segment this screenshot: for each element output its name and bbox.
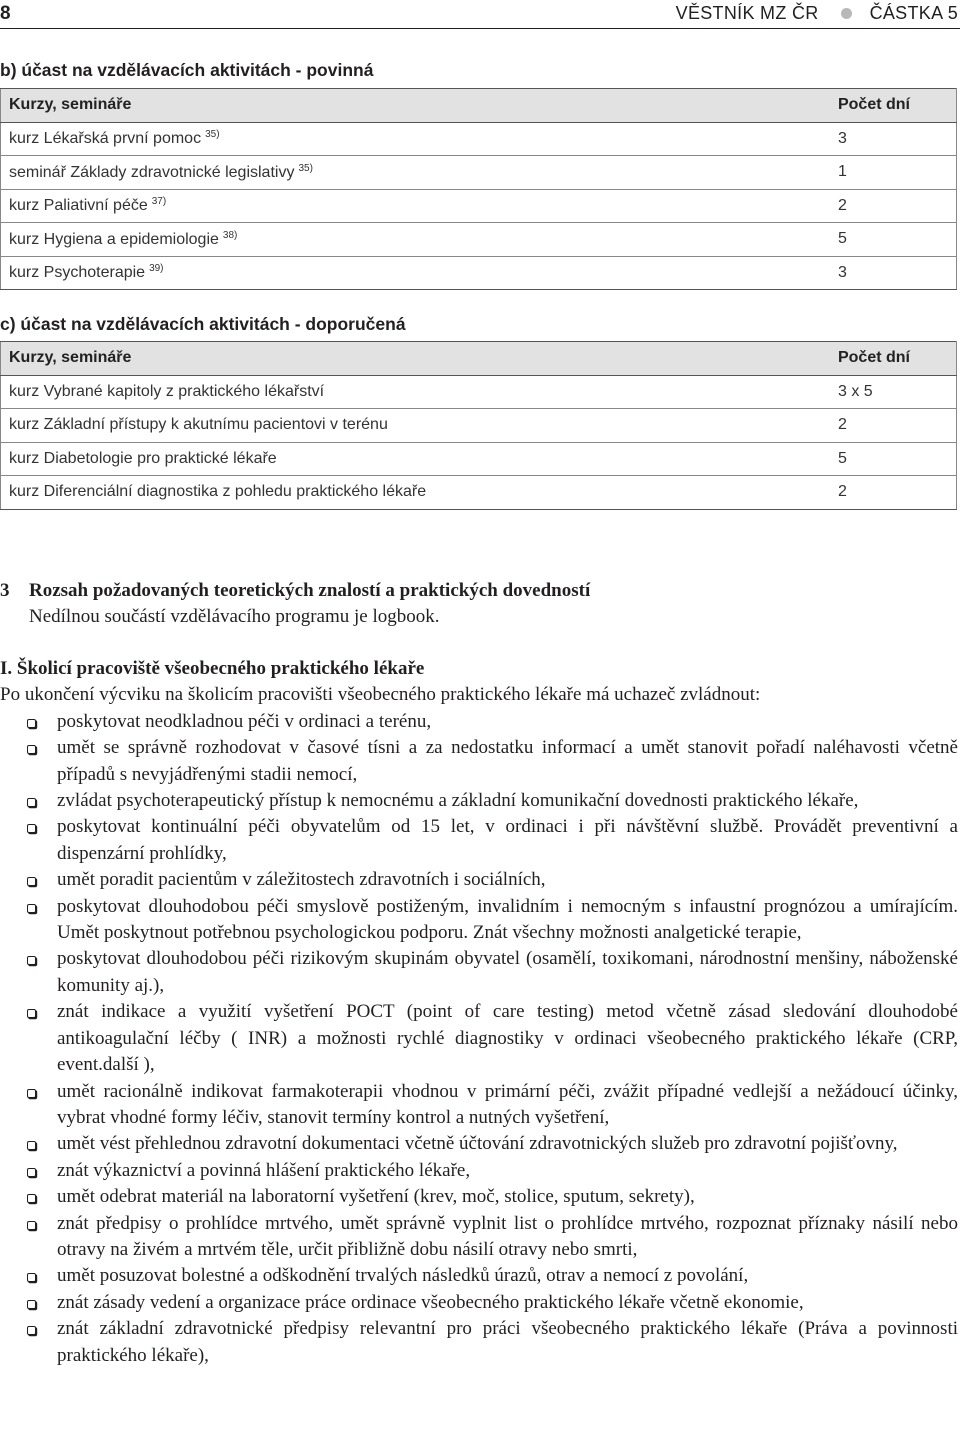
list-item [0,867,958,893]
list-item-text: umět posuzovat bolestné a odškodnění trvalých následků úrazů, otrav a nemocí z povolání, [57,1265,749,1287]
column-header-days: Počet dní [838,89,957,123]
list-item [0,999,958,1078]
course-days: 5 [838,223,957,257]
table-header-row [1,89,957,123]
list-item [0,1131,958,1157]
table-row [1,122,957,156]
list-item-text: poskytovat dlouhodobou péči rizikovým skupinám obyvatel (osamělí, toxikomani, národnostní menšiny, náboženské komunity aj.), [57,948,958,996]
footnote-ref: 38) [222,229,238,241]
checkbox-bullet-icon [27,1300,36,1309]
checkbox-bullet-icon [27,824,36,833]
checkbox-bullet-icon [27,798,36,807]
running-title [676,3,958,24]
list-item [0,1211,958,1264]
list-item-text: umět se správně rozhodovat v časové tísni a za nedostatku informací a umět stanovit pořadí naléhavosti včetně případů s nevyjádřenými stadii nemocí, [57,737,958,785]
table-row [1,156,957,190]
section-I-intro: Po ukončení výcviku na školicím pracovišti všeobecného praktického lékaře má uchazeč zvládnout: [0,684,761,706]
list-item-text: poskytovat kontinuální péči obyvatelům od 15 let, v ordinaci i při návštěvní službě. Provádět preventivní a dispenzární prohlídky, [57,816,958,864]
checkbox-bullet-icon [27,1141,36,1150]
course-days: 2 [838,189,957,223]
section-number: 3 [0,580,10,601]
section-3 [0,578,590,630]
section-3-title: Rozsah požadovaných teoretických znalostí a praktických dovedností [29,580,591,601]
table-header-row [1,342,957,376]
list-item [0,1184,958,1210]
checkbox-bullet-icon [27,745,36,754]
list-item [0,788,958,814]
journal-name: VĚSTNÍK MZ ČR [675,3,819,23]
checkbox-bullet-icon [27,904,36,913]
list-item [0,814,958,867]
skills-list [0,709,958,1369]
list-item-text: umět poradit pacientům v záležitostech zdravotních i sociálních, [57,869,546,891]
list-item [0,894,958,947]
list-item [0,735,958,788]
course-name: kurz Diabetologie pro praktické lékaře [1,442,838,476]
column-header-days: Počet dní [838,342,957,376]
table-row [1,409,957,443]
footnote-ref: 37) [151,196,167,208]
checkbox-bullet-icon [27,1168,36,1177]
table-row [1,442,957,476]
list-item [0,1079,958,1132]
checkbox-bullet-icon [27,1194,36,1203]
course-name: kurz Základní přístupy k akutnímu pacientovi v terénu [1,409,838,443]
course-name: kurz Lékařská první pomoc $^{35)}$ [1,122,838,156]
column-header-courses: Kurzy, semináře [1,89,838,123]
list-item-text: znát předpisy o prohlídce mrtvého, umět správně vyplnit list o prohlídce mrtvého, rozpoznat příznaky násilí nebo otravy na živém a mrtvém těle, určit přibližně dobu násilí otravy nebo smrti, [57,1212,958,1260]
course-name: kurz Diferenciální diagnostika z pohledu praktického lékaře [1,476,838,510]
course-days: 2 [838,476,957,510]
page-header [0,0,960,29]
course-name: kurz Vybrané kapitoly z praktického lékařství [1,375,838,409]
course-name: kurz Psychoterapie $^{39)}$ [1,256,838,290]
section-c-title: c) účast na vzdělávacích aktivitách - doporučená [0,314,406,334]
list-item [0,1158,958,1184]
list-item-text: znát výkaznictví a povinná hlášení praktického lékaře, [57,1159,471,1181]
course-days: 5 [838,442,957,476]
list-item-text: poskytovat dlouhodobou péči smyslově postiženým, invalidním i nemocným s infaustní prognózou a umírajícím. Umět poskytnout potřebnou psychologickou podporu. Znát všechny možnosti analgetické terapie, [57,895,958,944]
page-number: 8 [0,3,11,24]
list-item-text: znát zásady vedení a organizace práce ordinace všeobecného praktického lékaře včetně ekonomie, [57,1291,804,1313]
checkbox-bullet-icon [27,877,36,886]
list-item [0,946,958,999]
column-header-courses: Kurzy, semináře [1,342,838,376]
issue-part: ČÁSTKA 5 [869,3,958,23]
table-row [1,189,957,223]
recommended-courses-table [0,341,957,510]
course-days: 3 x 5 [838,375,957,409]
list-item [0,1290,958,1316]
list-item-text: umět odebrat materiál na laboratorní vyšetření (krev, moč, stolice, sputum, sekrety), [57,1186,695,1208]
list-item-text: zvládat psychoterapeutický přístup k nemocnému a základní komunikační dovednosti praktického lékaře, [57,790,859,812]
footnote-ref: 39) [149,263,164,275]
section-I-title: I. Školicí pracoviště všeobecného praktického lékaře [0,658,425,679]
checkbox-bullet-icon [27,719,36,728]
table-row [1,223,957,257]
checkbox-bullet-icon [27,1009,36,1018]
bullet-dot-icon [841,8,852,19]
checkbox-bullet-icon [27,1273,36,1282]
checkbox-bullet-icon [27,1221,36,1230]
list-item [0,709,958,735]
list-item [0,1316,958,1369]
section-b-title: b) účast na vzdělávacích aktivitách - povinná [0,60,374,80]
checkbox-bullet-icon [27,1326,36,1335]
footnote-ref: 35) [298,162,313,174]
section-3-subtitle: Nedílnou součástí vzdělávacího programu je logbook. [29,606,440,627]
checkbox-bullet-icon [27,1089,36,1098]
course-name: kurz Paliativní péče $^{37)}$ [1,189,838,223]
course-name: seminář Základy zdravotnické legislativy $^{35)}$ [1,156,838,190]
list-item-text: znát základní zdravotnické předpisy relevantní pro práci všeobecného praktického lékaře (Práva a povinnosti praktického lékaře), [57,1318,958,1366]
footnote-ref: 35) [205,129,220,141]
table-row [1,476,957,510]
course-days: 3 [838,256,957,290]
list-item-text: umět vést přehlednou zdravotní dokumentaci včetně účtování zdravotnických služeb pro zdravotní pojišťovny, [57,1133,898,1155]
table-row [1,375,957,409]
course-days: 1 [838,156,957,190]
course-name: kurz Hygiena a epidemiologie $^{38)}$ [1,223,838,257]
course-days: 2 [838,409,957,443]
course-days: 3 [838,122,957,156]
list-item-text: umět racionálně indikovat farmakoterapii vhodnou v primární péči, zvážit případné vedlejší a nežádoucí účinky, vybrat vhodné formy léčiv, stanovit termíny kontrol a nutných vyšetření, [57,1080,958,1128]
list-item [0,1263,958,1289]
mandatory-courses-table [0,88,957,290]
table-row [1,256,957,290]
checkbox-bullet-icon [27,956,36,965]
section-training-site [0,656,958,1369]
list-item-text: poskytovat neodkladnou péči v ordinaci a terénu, [57,710,432,732]
list-item-text: znát indikace a využití vyšetření POCT (point of care testing) metod včetně zásad sledování dlouhodobé antikoagulační léčby ( INR) a možnosti rychlé diagnostiky v ordinaci všeobecného praktického lékaře (CRP, event.další ), [57,1001,958,1076]
